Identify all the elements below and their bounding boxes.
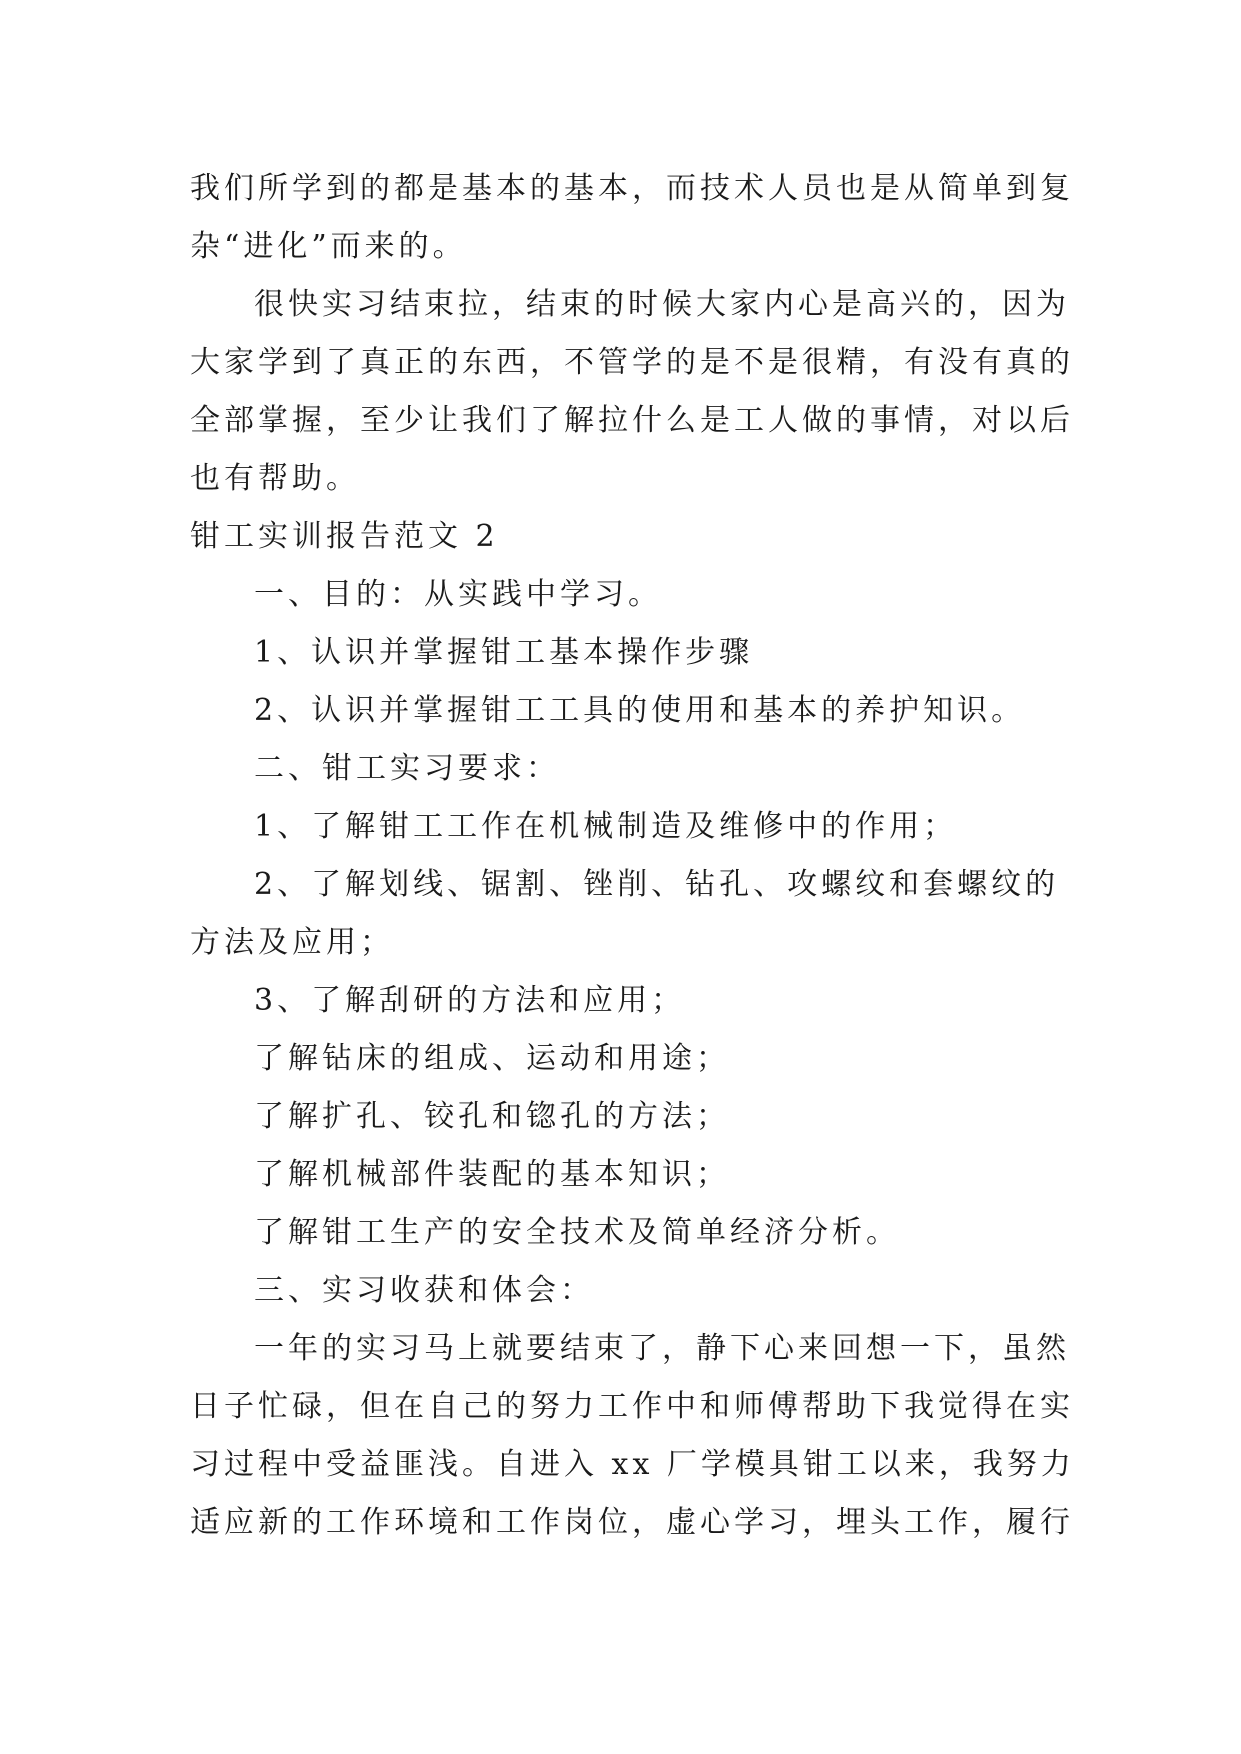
section-title: 钳工实训报告范文 2	[190, 519, 499, 554]
heading-purpose: 一、目的：从实践中学习。	[254, 577, 662, 612]
paragraph-line: 习过程中受益匪浅。自进入 xx 厂学模具钳工以来，我努力	[190, 1447, 1075, 1482]
list-item: 了解钳工生产的安全技术及简单经济分析。	[254, 1215, 900, 1250]
list-item: 了解机械部件装配的基本知识；	[254, 1157, 730, 1192]
paragraph-line: 适应新的工作环境和工作岗位，虚心学习，埋头工作，履行	[190, 1505, 1074, 1540]
heading-gains: 三、实习收获和体会：	[254, 1273, 594, 1308]
paragraph-line: 日子忙碌，但在自己的努力工作中和师傅帮助下我觉得在实	[190, 1389, 1074, 1424]
list-item: 3、了解刮研的方法和应用；	[254, 983, 686, 1018]
list-item-continuation: 方法及应用；	[190, 925, 394, 960]
heading-requirements: 二、钳工实习要求：	[254, 751, 560, 786]
paragraph-line: 杂“进化”而来的。	[190, 229, 467, 264]
paragraph-line: 大家学到了真正的东西，不管学的是不是很精，有没有真的	[190, 345, 1074, 380]
paragraph-line: 一年的实习马上就要结束了，静下心来回想一下，虽然	[254, 1331, 1070, 1366]
list-item: 了解扩孔、铰孔和锪孔的方法；	[254, 1099, 730, 1134]
list-item: 了解钻床的组成、运动和用途；	[254, 1041, 730, 1076]
list-item: 2、了解划线、锯割、锉削、钻孔、攻螺纹和套螺纹的	[254, 867, 1060, 902]
list-item: 2、认识并掌握钳工工具的使用和基本的养护知识。	[254, 693, 1026, 728]
paragraph-line: 全部掌握，至少让我们了解拉什么是工人做的事情，对以后	[190, 403, 1074, 438]
list-item: 1、了解钳工工作在机械制造及维修中的作用；	[254, 809, 958, 844]
paragraph-line: 很快实习结束拉，结束的时候大家内心是高兴的，因为	[254, 287, 1070, 322]
list-item: 1、认识并掌握钳工基本操作步骤	[254, 635, 754, 670]
paragraph-line: 我们所学到的都是基本的基本，而技术人员也是从简单到复	[190, 171, 1074, 206]
document-page	[190, 160, 1075, 1552]
paragraph-line: 也有帮助。	[190, 461, 360, 496]
